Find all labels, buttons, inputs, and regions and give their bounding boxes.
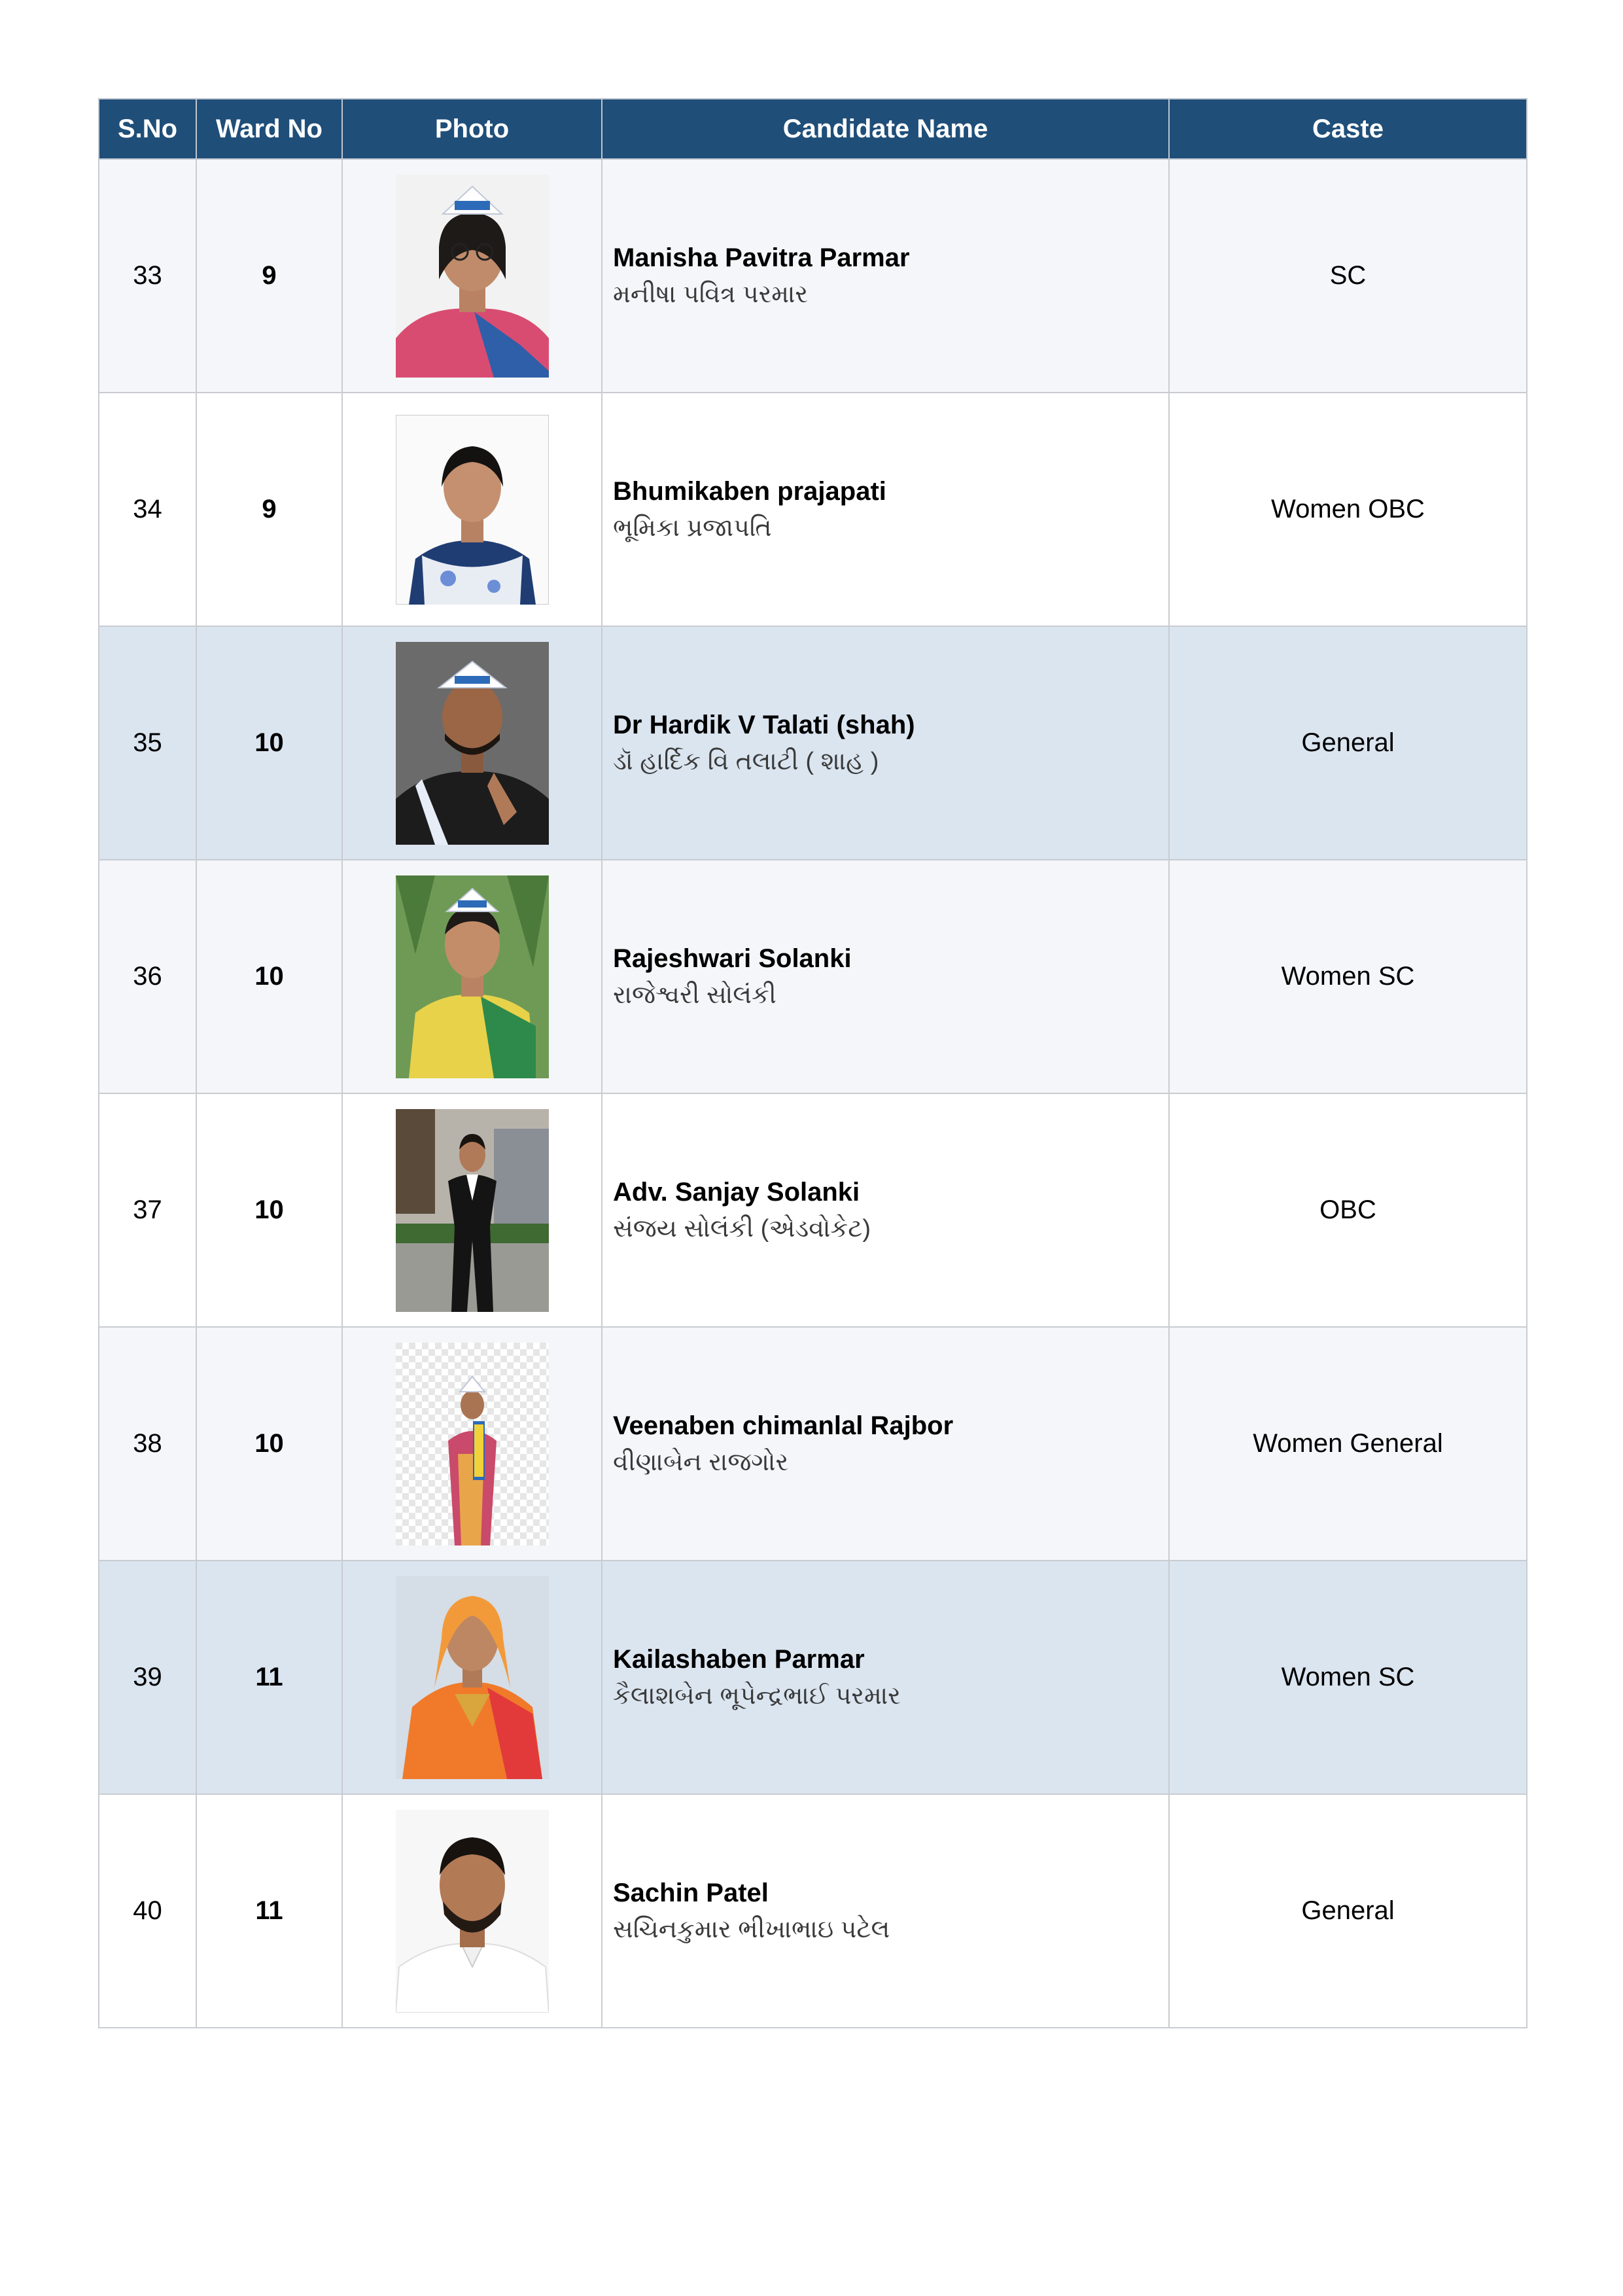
table-row [99,1561,1527,1794]
candidate-name-gujarati: કૈલાશબેન ભૂપેન્દ્રભાઈ પરમાર [613,1682,901,1710]
serial-number: 38 [99,1327,196,1561]
candidate-photo-man-cap-namaste [396,642,549,845]
candidate-name-gujarati: વીણાબેન રાજગોર [613,1448,789,1476]
serial-number: 37 [99,1093,196,1327]
table-header [99,99,1527,159]
candidate-name-english: Adv. Sanjay Solanki [613,1177,860,1207]
candidate-photo-man-white-shirt [396,1810,549,2013]
candidate-name-english: Kailashaben Parmar [613,1644,865,1674]
candidate-photo-man-suit-court [396,1109,549,1312]
caste-value: Women General [1169,1327,1527,1561]
candidate-photo-woman-cap-saree [396,175,549,378]
caste-value: General [1169,1794,1527,2028]
ward-number: 9 [196,159,342,393]
ward-number: 10 [196,1327,342,1561]
serial-number: 40 [99,1794,196,2028]
candidate-name-english: Sachin Patel [613,1878,769,1907]
candidate-name-english: Veenaben chimanlal Rajbor [613,1411,954,1440]
candidate-name-english: Dr Hardik V Talati (shah) [613,710,915,739]
candidate-photo-woman-orange-saree [396,1576,549,1779]
ward-number: 11 [196,1794,342,2028]
caste-value: General [1169,626,1527,860]
serial-number: 34 [99,393,196,626]
candidate-name-gujarati: સંજય સોલંકી (એડવોકેટ) [613,1214,871,1243]
table-row [99,1794,1527,2028]
candidate-name-gujarati: રાજેશ્વરી સોલંકી [613,981,777,1009]
candidate-photo-woman-cap-fullbody [396,1343,549,1545]
ward-number: 10 [196,860,342,1093]
header-ward: Ward No [196,99,342,159]
candidate-name-english: Bhumikaben prajapati [613,476,886,506]
candidate-name-gujarati: ડૉ હાર્દિક વિ તલાટી ( શાહ ) [613,747,879,775]
caste-value: Women OBC [1169,393,1527,626]
table-row [99,626,1527,860]
candidate-photo-woman-cap-outdoor [396,875,549,1078]
serial-number: 33 [99,159,196,393]
caste-value: SC [1169,159,1527,393]
candidate-name-gujarati: ભૂમિકા પ્રજાપતિ [613,514,772,542]
header-photo: Photo [342,99,602,159]
candidate-name-english: Rajeshwari Solanki [613,944,852,973]
header-candidate-name: Candidate Name [602,99,1169,159]
ward-number: 11 [196,1561,342,1794]
table-row [99,860,1527,1093]
candidate-photo-woman-scarf [396,415,549,605]
caste-value: Women SC [1169,1561,1527,1794]
table-row [99,1093,1527,1327]
caste-value: Women SC [1169,860,1527,1093]
header-sno: S.No [99,99,196,159]
header-caste: Caste [1169,99,1527,159]
ward-number: 10 [196,626,342,860]
table-body [99,159,1527,2028]
candidate-name-gujarati: મનીષા પવિત્ર પરમાર [613,280,809,308]
table-row [99,159,1527,393]
table-row [99,1327,1527,1561]
serial-number: 35 [99,626,196,860]
table-row [99,393,1527,626]
candidate-name-gujarati: સચિનકુમાર ભીખાભાઇ પટેલ [613,1915,890,1943]
ward-number: 10 [196,1093,342,1327]
serial-number: 36 [99,860,196,1093]
candidates-table [98,98,1527,2028]
ward-number: 9 [196,393,342,626]
caste-value: OBC [1169,1093,1527,1327]
candidate-name-english: Manisha Pavitra Parmar [613,243,910,272]
serial-number: 39 [99,1561,196,1794]
